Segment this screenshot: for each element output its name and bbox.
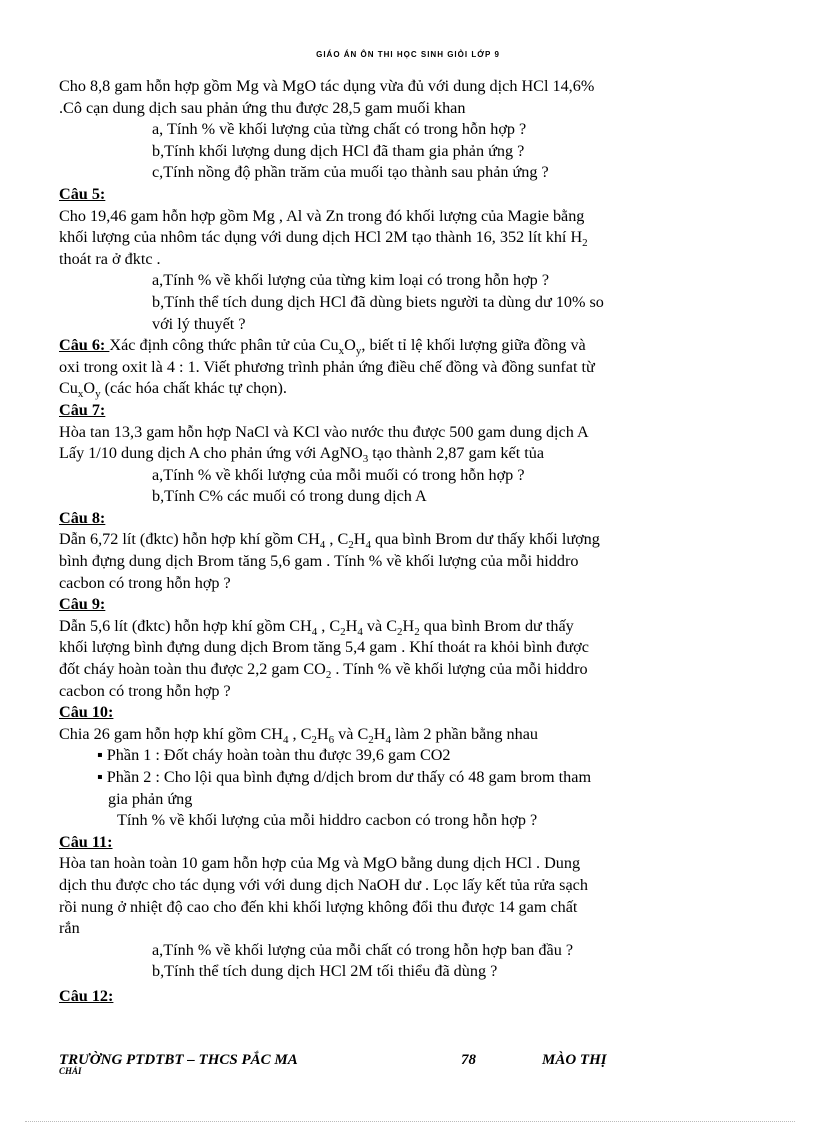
sub-question: với lý thuyết ? — [152, 314, 246, 333]
question-6-title: Câu 6: — [59, 336, 110, 355]
bullet-icon: ▪ — [97, 746, 107, 765]
sub-question: b,Tính khối lượng dung dịch HCl đã tham gia phản ứng ? — [152, 141, 525, 160]
question-7-title: Câu 7: — [59, 400, 106, 419]
sub-question: a,Tính % về khối lượng của mỗi chất có trong hỗn hợp ban đầu ? — [152, 940, 574, 959]
q9-line: khối lượng bình đựng dung dịch Brom tăng 5,4 gam . Khí thoát ra khỏi bình được — [59, 638, 589, 657]
bullet-item-cont: gia phản ứng — [108, 789, 193, 808]
bullet-item: ▪ Phần 2 : Cho lội qua bình đựng d/dịch brom dư thấy có 48 gam brom tham — [97, 768, 592, 786]
sub-question: a,Tính % về khối lượng của mỗi muối có trong hỗn hợp ? — [152, 465, 525, 484]
question-11-title: Câu 11: — [59, 832, 113, 851]
page-bottom-divider — [25, 1121, 795, 1122]
question-12-title: Câu 12: — [59, 986, 114, 1005]
q6-line: $Cu_xO_y$ (các hóa chất khác tự chọn). — [59, 379, 287, 401]
q11-line: rắn — [59, 919, 80, 938]
sub-question: a, Tính % về khối lượng của từng chất có trong hỗn hợp ? — [152, 120, 527, 139]
q10-final: Tính % về khối lượng của mỗi hiddro cacbon có trong hỗn hợp ? — [117, 811, 538, 830]
intro-line: .Cô cạn dung dịch sau phản ứng thu được 28,5 gam muối khan — [59, 98, 466, 117]
q10-line: Chia 26 gam hỗn hợp khí gồm $CH_4$ , $C_2H_6$ và $C_2H_4$ làm 2 phần bằng nhau — [59, 724, 538, 746]
question-10-title: Câu 10: — [59, 703, 114, 722]
sub-question: b,Tính thể tích dung dịch HCl đã dùng biets người ta dùng dư 10% so — [152, 292, 604, 311]
q8-line: cacbon có trong hỗn hợp ? — [59, 573, 231, 592]
q9-line: cacbon có trong hỗn hợp ? — [59, 681, 231, 700]
q6-line: Câu 6: Xác định công thức phân tử của $Cu_xO_y$, biết tỉ lệ khối lượng giữa đồng và — [59, 336, 586, 358]
footer-author: MÀO THỊ — [542, 1052, 607, 1068]
q8-line: bình đựng dung dịch Brom tăng 5,6 gam . Tính % về khối lượng của mỗi hiddro — [59, 552, 579, 571]
sub-question: b,Tính C% các muối có trong dung dịch A — [152, 487, 427, 506]
sub-question: b,Tính thể tích dung dịch HCl 2M tối thiểu đã dùng ? — [152, 962, 498, 981]
q9-line: Dẫn 5,6 lít (đktc) hỗn hợp khí gồm $CH_4$ , $C_2H_4$ và $C_2H_2$ qua bình Brom dư thấy — [59, 616, 574, 638]
sub-question: c,Tính nồng độ phần trăm của muối tạo thành sau phản ứng ? — [152, 163, 549, 182]
footer-page-number: 78 — [461, 1052, 476, 1068]
sub-question: a,Tính % về khối lượng của từng kim loại có trong hỗn hợp ? — [152, 271, 550, 290]
q8-line: Dẫn 6,72 lít (đktc) hỗn hợp khí gồm $CH_4$ , $C_2H_4$ qua bình Brom dư thấy khối lượng — [59, 530, 600, 552]
page-header: GIÁO ÁN ÔN THI HỌC SINH GIỎI LỚP 9 — [316, 50, 500, 59]
question-9-title: Câu 9: — [59, 595, 106, 614]
q6-line: oxi trong oxit là 4 : 1. Viết phương trình phản ứng điều chế đồng và đồng sunfat từ — [59, 357, 595, 376]
q7-line: Hòa tan 13,3 gam hỗn hợp NaCl và KCl vào nước thu được 500 gam dung dịch A — [59, 422, 589, 441]
q5-line: thoát ra ở đktc . — [59, 249, 161, 268]
bullet-item: ▪ Phần 1 : Đốt cháy hoàn toàn thu được 39,6 gam CO2 — [97, 746, 451, 765]
q11-line: Hòa tan hoàn toàn 10 gam hỗn hợp của Mg và MgO bằng dung dịch HCl . Dung — [59, 854, 581, 873]
bullet-icon: ▪ — [97, 768, 107, 786]
document-body — [59, 76, 709, 1008]
q11-line: rồi nung ở nhiệt độ cao cho đến khi khối lượng không đổi thu được 14 gam chất — [59, 897, 578, 916]
page-footer — [59, 1052, 759, 1082]
q5-line: khối lượng của nhôm tác dụng với dung dịch HCl 2M tạo thành 16, 352 lít khí $H_2$ — [59, 228, 588, 250]
intro-line: Cho 8,8 gam hỗn hợp gồm Mg và MgO tác dụng vừa đủ với dung dịch HCl 14,6% — [59, 77, 595, 95]
q7-line: Lấy 1/10 dung dịch A cho phản ứng với AgNO$_3$ tạo thành 2,87 gam kết tủa — [59, 444, 545, 466]
footer-school-cont: CHẢI — [59, 1066, 82, 1076]
footer-school: TRƯỜNG PTDTBT – THCS PẮC MA — [59, 1052, 298, 1068]
question-5-title: Câu 5: — [59, 184, 106, 203]
q9-line: đốt cháy hoàn toàn thu được 2,2 gam $CO_2$ . Tính % về khối lượng của mỗi hiddro — [59, 660, 588, 682]
question-8-title: Câu 8: — [59, 508, 106, 527]
q11-line: dịch thu được cho tác dụng với với dung dịch NaOH dư . Lọc lấy kết tủa rửa sạch — [59, 875, 588, 894]
q5-line: Cho 19,46 gam hỗn hợp gồm Mg , Al và Zn trong đó khối lượng của Magie bằng — [59, 206, 585, 225]
